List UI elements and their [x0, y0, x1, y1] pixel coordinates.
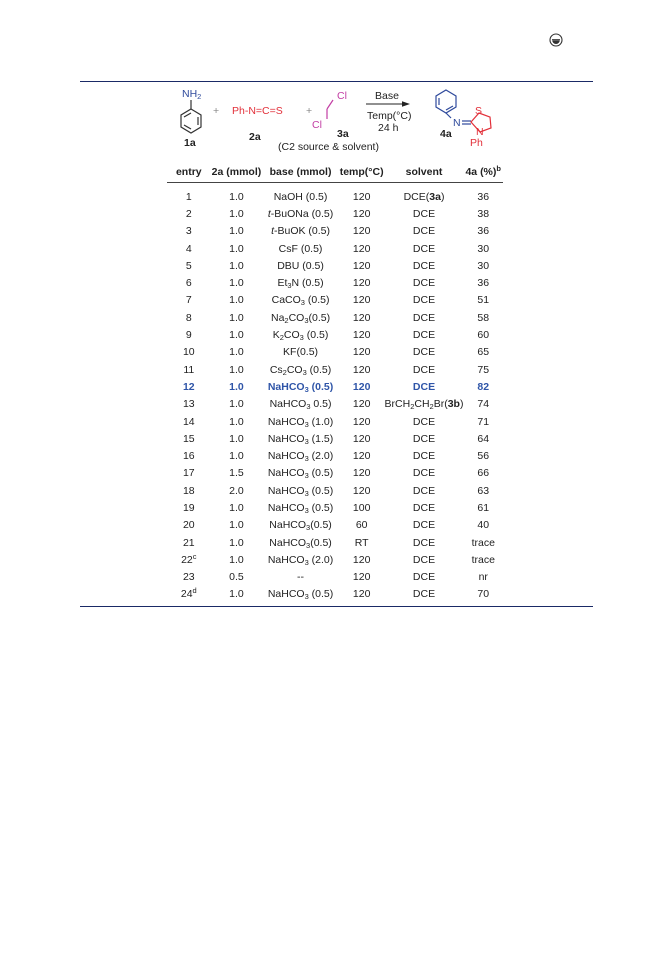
cell-2a-amount: 2.0: [229, 484, 244, 497]
cell-2a-amount: 1.0: [229, 519, 244, 532]
cell-solvent: DCE: [412, 467, 436, 480]
cell-2a-amount: 1.5: [229, 467, 244, 480]
cell-2a-amount: 1.0: [229, 346, 244, 359]
cell-solvent: DCE: [412, 329, 436, 342]
cell-base: NaHCO$_3$ (0.5): [267, 484, 334, 498]
cell-base: t-BuOK (0.5): [271, 225, 331, 238]
cell-entry: 17: [182, 467, 195, 480]
product-label: 4a: [440, 128, 452, 140]
cell-yield: 63: [477, 484, 490, 497]
cell-entry: 12: [182, 380, 195, 393]
cell-temp: 120: [352, 363, 371, 376]
cell-2a-amount: 1.0: [229, 329, 244, 342]
cell-entry: 20: [182, 519, 195, 532]
cell-base: DBU (0.5): [277, 259, 324, 272]
cell-temp: 120: [352, 484, 371, 497]
aniline-structure: [181, 100, 201, 133]
cell-2a-amount: 1.0: [229, 536, 244, 549]
cell-2a-amount: 1.0: [229, 277, 244, 290]
cell-2a-amount: 1.0: [229, 380, 244, 393]
table-row: [167, 586, 503, 603]
cell-2a-amount: 1.0: [229, 294, 244, 307]
isothiocyanate-label: 2a: [249, 131, 261, 143]
table-row: [167, 517, 503, 534]
cell-yield: 65: [477, 346, 490, 359]
cell-base: CsF (0.5): [278, 242, 323, 255]
cell-base: NaHCO$_3$ (2.0): [267, 450, 334, 464]
table-row: [167, 344, 503, 361]
cell-2a-amount: 1.0: [229, 363, 244, 376]
cell-yield: 71: [477, 415, 490, 428]
cell-solvent: DCE: [412, 571, 436, 584]
cell-entry: 21: [182, 536, 195, 549]
cell-solvent: DCE: [412, 277, 436, 290]
header-base: base (mmol): [262, 162, 339, 183]
cell-entry: 9: [185, 329, 192, 342]
cell-2a-amount: 1.0: [229, 207, 244, 220]
chlorine-bottom: Cl: [312, 119, 322, 131]
cell-temp: 120: [352, 311, 371, 324]
cell-yield: 40: [477, 519, 490, 532]
cell-2a-amount: 1.0: [229, 501, 244, 514]
cell-base: NaHCO$_3$ (0.5): [267, 380, 334, 394]
cell-solvent: DCE: [412, 259, 436, 272]
cell-solvent: DCE: [412, 346, 436, 359]
cell-entry: 15: [182, 432, 195, 445]
cell-temp: 120: [352, 207, 371, 220]
cell-entry: 7: [185, 294, 192, 307]
cell-base: $K_2CO_3$ (0.5): [272, 329, 329, 343]
cell-solvent: DCE: [412, 311, 436, 324]
table-row: [167, 257, 503, 274]
cell-solvent: DCE: [412, 553, 436, 566]
cell-entry: 13: [182, 398, 195, 411]
bottom-rule: [80, 606, 593, 607]
aniline-nh2: $NH_2$: [182, 88, 202, 101]
cell-yield: 70: [477, 588, 490, 601]
chlorine-top: Cl: [337, 90, 347, 102]
cell-yield: 66: [477, 467, 490, 480]
aniline-label: 1a: [184, 137, 196, 149]
cell-entry: 5: [185, 259, 192, 272]
header-temp: temp(°C): [339, 162, 385, 183]
table-row: [167, 274, 503, 291]
header-yield: 4a (%)$^b$: [463, 162, 503, 183]
cell-yield: nr: [478, 571, 488, 584]
product-ring-n: N: [476, 126, 484, 138]
cell-temp: 120: [352, 329, 371, 342]
cell-entry: 22$^c$: [181, 551, 197, 566]
header-solvent: solvent: [385, 162, 464, 183]
cell-solvent: DCE: [412, 588, 436, 601]
table-row: [167, 499, 503, 516]
table-row: [167, 361, 503, 378]
cell-yield: 30: [477, 259, 490, 272]
table-row: [167, 430, 503, 447]
cell-yield: 36: [477, 277, 490, 290]
cell-solvent: DCE: [412, 242, 436, 255]
cell-2a-amount: 1.0: [229, 225, 244, 238]
cell-yield: 36: [477, 190, 490, 203]
optimization-table: [167, 162, 503, 603]
cell-temp: 120: [352, 277, 371, 290]
cell-2a-amount: 1.0: [229, 242, 244, 255]
product-imine-n: N: [453, 117, 461, 129]
cell-2a-amount: 1.0: [229, 450, 244, 463]
cell-yield: 61: [477, 501, 490, 514]
cell-temp: 60: [355, 519, 368, 532]
cell-2a-amount: 1.0: [229, 190, 244, 203]
cell-solvent: DCE(3a): [403, 190, 445, 203]
cell-yield: trace: [471, 553, 495, 566]
cell-solvent: $BrCH_2CH_2Br(3b)$: [384, 398, 464, 412]
cell-temp: RT: [354, 536, 369, 549]
reaction-arrow: [366, 101, 410, 106]
reaction-scheme: [0, 85, 672, 160]
cell-base: NaHCO$_3$ (1.0): [267, 415, 334, 429]
cell-yield: 82: [477, 380, 490, 393]
top-rule: [80, 81, 593, 82]
table-body: [167, 183, 503, 604]
cell-yield: 38: [477, 207, 490, 220]
header-2a-amount: 2a (mmol): [211, 162, 263, 183]
table-row: [167, 183, 503, 206]
cell-entry: 14: [182, 415, 195, 428]
cell-temp: 120: [352, 190, 371, 203]
cell-base: $Na_2CO_3(0.5)$: [270, 311, 331, 325]
cell-yield: 60: [477, 329, 490, 342]
cell-temp: 120: [352, 380, 371, 393]
table-row: [167, 551, 503, 568]
arrow-time-label: 24 h: [378, 122, 399, 134]
arrow-base-label: Base: [375, 90, 399, 102]
cell-solvent: DCE: [412, 207, 436, 220]
cell-entry: 23: [182, 571, 195, 584]
cell-base: --: [297, 571, 305, 584]
cell-2a-amount: 1.0: [229, 259, 244, 272]
cell-temp: 120: [352, 294, 371, 307]
table-row: [167, 205, 503, 222]
cell-entry: 10: [182, 346, 195, 359]
table-row: [167, 569, 503, 586]
cell-temp: 120: [352, 398, 371, 411]
cell-entry: 24$^d$: [180, 586, 197, 601]
table-row: [167, 292, 503, 309]
cell-base: NaHCO$_3$(0.5): [269, 519, 332, 533]
cell-base: NaHCO$_3$ (1.5): [267, 432, 334, 446]
cell-yield: trace: [471, 536, 495, 549]
cell-base: KF(0.5): [283, 346, 319, 359]
cell-temp: 120: [352, 259, 371, 272]
cell-solvent: DCE: [412, 294, 436, 307]
cell-entry: 19: [182, 501, 195, 514]
table-row: [167, 465, 503, 482]
cell-temp: 120: [352, 467, 371, 480]
cell-2a-amount: 1.0: [229, 432, 244, 445]
cell-base: NaHCO$_3$ 0.5): [269, 398, 332, 412]
cell-2a-amount: 1.0: [229, 415, 244, 428]
arrow-temp-label: Temp(°C): [367, 110, 412, 122]
cell-base: NaHCO$_3$(0.5): [269, 536, 332, 550]
cell-temp: 120: [352, 432, 371, 445]
cell-2a-amount: 1.0: [229, 553, 244, 566]
cell-solvent: DCE: [412, 225, 436, 238]
table-row: [167, 240, 503, 257]
cell-entry: 3: [185, 225, 192, 238]
cell-temp: 120: [352, 225, 371, 238]
table-row: [167, 378, 503, 395]
cell-yield: 51: [477, 294, 490, 307]
dichloroethane-note: (C2 source & solvent): [278, 141, 379, 153]
product-sulfur: S: [475, 105, 483, 117]
table-header-row: [167, 162, 503, 183]
cell-entry: 18: [182, 484, 195, 497]
cell-entry: 1: [185, 190, 192, 203]
cell-solvent: DCE: [412, 363, 436, 376]
cell-solvent: DCE: [412, 415, 436, 428]
dichloroethane-label: 3a: [337, 128, 349, 140]
table-row: [167, 413, 503, 430]
cell-solvent: DCE: [412, 501, 436, 514]
product-phenyl: Ph: [470, 137, 483, 149]
cell-temp: 100: [352, 501, 371, 514]
cell-base: NaOH (0.5): [273, 190, 328, 203]
table-row: [167, 534, 503, 551]
cell-yield: 74: [477, 398, 490, 411]
cell-temp: 120: [352, 588, 371, 601]
isothiocyanate-formula: Ph-N=C=S: [232, 105, 283, 117]
dichloroethane-structure: [327, 100, 333, 119]
header-entry: entry: [167, 162, 211, 183]
cell-solvent: DCE: [412, 484, 436, 497]
cell-solvent: DCE: [412, 519, 436, 532]
table-row: [167, 482, 503, 499]
cell-base: $Cs_2CO_3$ (0.5): [269, 363, 332, 377]
cell-entry: 8: [185, 311, 192, 324]
cell-base: NaHCO$_3$ (0.5): [267, 501, 334, 515]
cell-temp: 120: [352, 553, 371, 566]
table-row: [167, 223, 503, 240]
cell-solvent: DCE: [412, 450, 436, 463]
cell-2a-amount: 1.0: [229, 398, 244, 411]
cell-2a-amount: 1.0: [229, 588, 244, 601]
cell-2a-amount: 1.0: [229, 311, 244, 324]
cell-base: NaHCO$_3$ (2.0): [267, 553, 334, 567]
table-row: [167, 447, 503, 464]
cell-base: CaCO$_3$ (0.5): [271, 294, 330, 308]
cell-yield: 75: [477, 363, 490, 376]
cell-solvent: DCE: [412, 380, 436, 393]
cell-base: NaHCO$_3$ (0.5): [267, 588, 334, 602]
cell-entry: 4: [185, 242, 192, 255]
cell-entry: 11: [183, 363, 195, 376]
cell-2a-amount: 0.5: [229, 571, 244, 584]
cell-entry: 6: [185, 277, 192, 290]
cell-yield: 58: [477, 311, 490, 324]
cell-temp: 120: [352, 571, 371, 584]
cell-solvent: DCE: [412, 432, 436, 445]
cell-base: NaHCO$_3$ (0.5): [267, 467, 334, 481]
table-row: [167, 326, 503, 343]
cell-yield: 30: [477, 242, 490, 255]
cell-temp: 120: [352, 346, 371, 359]
cell-temp: 120: [352, 450, 371, 463]
cell-base: $Et_3N$ (0.5): [277, 277, 324, 291]
plus-sign: +: [213, 105, 220, 117]
cell-entry: 2: [185, 207, 192, 220]
cell-temp: 120: [352, 415, 371, 428]
cell-solvent: DCE: [412, 536, 436, 549]
cell-yield: 64: [477, 432, 490, 445]
cell-temp: 120: [352, 242, 371, 255]
cell-yield: 56: [477, 450, 490, 463]
open-access-icon: [549, 33, 563, 47]
cell-entry: 16: [182, 450, 195, 463]
cell-base: t-BuONa (0.5): [267, 207, 334, 220]
table-row: [167, 309, 503, 326]
plus-sign: +: [306, 105, 313, 117]
cell-yield: 36: [477, 225, 490, 238]
table-row: [167, 396, 503, 413]
